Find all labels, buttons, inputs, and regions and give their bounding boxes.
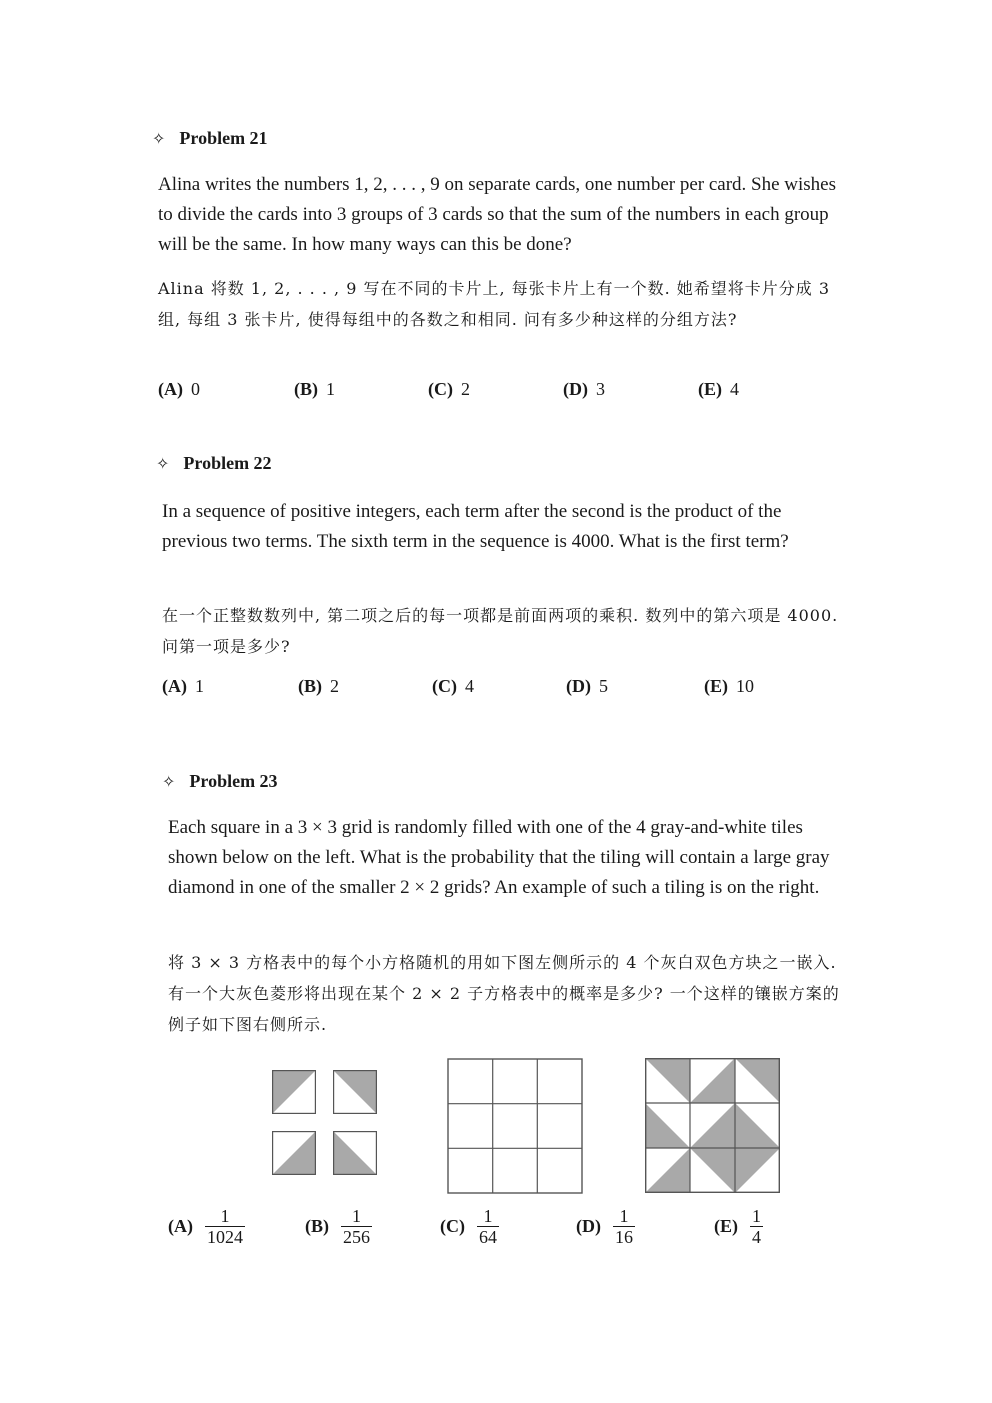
problem-22-heading xyxy=(156,453,272,474)
choice-a[interactable]: (A) $\frac{1}{1024}$ xyxy=(168,1206,243,1247)
problem-22-english: In a sequence of positive integers, each term after the second is the product of the previous two terms. The sixth term in the sequence is 4000. What is the first term? xyxy=(162,501,789,552)
fraction: $\frac{1}{16}$ xyxy=(615,1206,633,1247)
problem-22-title: Problem 22 xyxy=(183,453,272,473)
choice-e[interactable]: (E) 10 xyxy=(704,676,754,696)
choice-c[interactable]: (C) $\frac{1}{64}$ xyxy=(440,1206,497,1247)
choice-b[interactable]: (B) 1 xyxy=(294,379,335,399)
star-icon: ✧ xyxy=(152,130,166,148)
choice-a[interactable]: (A) 1 xyxy=(162,676,204,696)
fraction: $\frac{1}{64}$ xyxy=(479,1206,497,1247)
choice-d[interactable]: (D) $\frac{1}{16}$ xyxy=(576,1206,633,1247)
problem-21-title: Problem 21 xyxy=(179,128,268,148)
choice-e[interactable]: (E) 4 xyxy=(698,379,739,399)
empty-grid xyxy=(447,1058,583,1194)
fraction: $\frac{1}{4}$ xyxy=(752,1206,761,1247)
choice-b[interactable]: (B) 2 xyxy=(298,676,339,696)
problem-23-english: Each square in a 3 × 3 grid is randomly filled with one of the 4 gray-and-white tiles shown below on the left. What is the probability that the tiling will contain a large gray diamond in one of the smaller 2 × 2 grids? An example of such a tiling is on the right. xyxy=(168,817,830,898)
problem-23-heading xyxy=(162,771,278,792)
choice-e[interactable]: (E) $\frac{1}{4}$ xyxy=(714,1206,761,1247)
problem-22-chinese: 在一个正整数数列中, 第二项之后的每一项都是前面两项的乘积. 数列中的第六项是 4000. 问第一项是多少? xyxy=(162,606,839,656)
star-icon: ✧ xyxy=(162,773,176,791)
fraction: $\frac{1}{1024}$ xyxy=(207,1206,243,1247)
choice-b[interactable]: (B) $\frac{1}{256}$ xyxy=(305,1206,370,1247)
tile-option-1 xyxy=(272,1070,316,1114)
problem-23-chinese: 将 3 × 3 方格表中的每个小方格随机的用如下图左侧所示的 4 个灰白双色方块之一嵌入. 有一个大灰色菱形将出现在某个 2 × 2 子方格表中的概率是多少? 一个这样的镶嵌方案的例子如下图右侧所示. xyxy=(168,953,840,1034)
tile-option-3 xyxy=(272,1131,316,1175)
problem-21-chinese: Alina 将数 1, 2, . . . , 9 写在不同的卡片上, 每张卡片上有一个数. 她希望将卡片分成 3 组, 每组 3 张卡片, 使得每组中的各数之和相同. 问有多少种这样的分组方法? xyxy=(158,279,831,329)
problem-21-heading xyxy=(152,128,268,149)
choice-d[interactable]: (D) 5 xyxy=(566,676,608,696)
choice-d[interactable]: (D) 3 xyxy=(563,379,605,399)
tile-option-4 xyxy=(333,1131,377,1175)
problem-23-title: Problem 23 xyxy=(189,771,278,791)
tile-option-2 xyxy=(333,1070,377,1114)
choice-a[interactable]: (A) 0 xyxy=(158,379,200,399)
example-tiling xyxy=(645,1058,780,1193)
problem-21-english: Alina writes the numbers 1, 2, . . . , 9 on separate cards, one number per card. She wishes to divide the cards into 3 groups of 3 cards so that the sum of the numbers in each group will be the same. In how many ways can this be done? xyxy=(158,174,837,255)
star-icon: ✧ xyxy=(156,455,170,473)
fraction: $\frac{1}{256}$ xyxy=(343,1206,370,1247)
choice-c[interactable]: (C) 2 xyxy=(428,379,470,399)
choice-c[interactable]: (C) 4 xyxy=(432,676,474,696)
